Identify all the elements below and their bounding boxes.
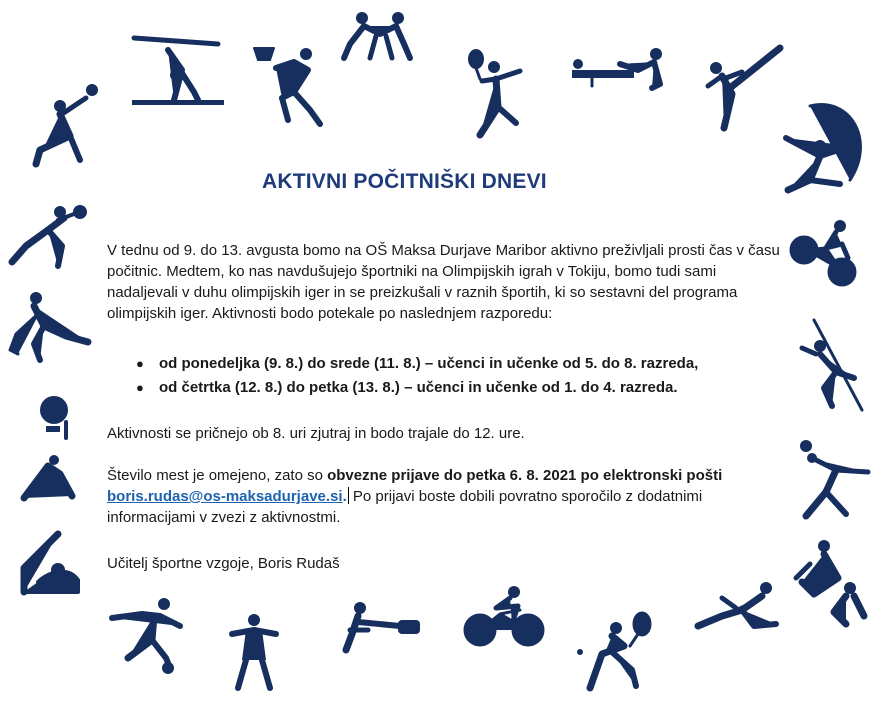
cycling-road-icon	[462, 584, 547, 649]
registration-paragraph	[107, 465, 787, 528]
tennis-icon	[572, 604, 657, 694]
gymnastics-bars-icon	[128, 30, 228, 110]
list-item	[107, 352, 787, 376]
judo-icon	[794, 538, 874, 628]
beach-volleyball-icon	[796, 432, 876, 522]
weightlifting-icon	[38, 392, 83, 442]
schedule-item-text: od četrtka (12. 8.) do petka (13. 8.) – učenci in učenke od 1. do 4. razreda.	[159, 379, 678, 396]
karate-kata-icon	[228, 612, 283, 692]
athletics-icon	[692, 580, 782, 645]
boxing-icon	[340, 600, 430, 655]
wrestling-icon	[340, 10, 420, 65]
gymnastics-floor-icon	[20, 456, 75, 501]
start-time-paragraph: Aktivnosti se pričnejo ob 8. uri zjutraj in bodo trajale do 12. ure.	[107, 425, 525, 442]
rhythmic-gymnastics-icon	[780, 100, 875, 200]
schedule-list	[107, 352, 787, 400]
volleyball-icon	[30, 80, 105, 170]
email-dot: .	[342, 488, 347, 505]
table-tennis-icon	[568, 46, 668, 91]
email-link[interactable]: boris.rudas@os-maksadurjave.si	[107, 488, 343, 505]
bullet-icon: ●	[136, 380, 144, 395]
signature: Učitelj športne vzgoje, Boris Rudaš	[107, 555, 340, 572]
schedule-item-text: od ponedeljka (9. 8.) do srede (11. 8.) – učenci in učenke od 5. do 8. razreda,	[159, 355, 699, 372]
football-icon	[108, 596, 198, 676]
karate-icon	[702, 40, 787, 135]
handball-icon	[8, 200, 98, 275]
registration-text-2: Po prijavi boste dobili povratno sporočilo z dodatnimi informacijami v zvezi z aktivnostmi.	[107, 488, 703, 526]
badminton-icon	[462, 45, 532, 145]
registration-text: Število mest je omejeno, zato so	[107, 467, 328, 484]
basketball-icon	[248, 40, 328, 130]
hockey-icon	[4, 290, 94, 365]
page-title: AKTIVNI POČITNIŠKI DNEVI	[262, 170, 547, 193]
climbing-icon	[796, 318, 871, 418]
list-item	[107, 376, 787, 400]
cycling-bmx-icon	[786, 218, 861, 293]
bullet-icon: ●	[136, 356, 144, 371]
registration-deadline: obvezne prijave do petka 6. 8. 2021 po elektronski pošti	[327, 467, 723, 484]
yoga-stretch-icon	[18, 528, 83, 598]
intro-paragraph: V tednu od 9. do 13. avgusta bomo na OŠ Maksa Durjave Maribor aktivno preživljali prosti čas v času počitnic. Medtem, ko nas navdušujejo športniki na Olimpijskih igrah v Tokiju, bomo tudi sami nadaljevali v duhu olimpijskih iger in se preizkušali v raznih športih, ki so sestavni del programa olimpijskih iger. Aktivnosti bodo potekale po naslednjem razporedu:	[107, 242, 780, 322]
